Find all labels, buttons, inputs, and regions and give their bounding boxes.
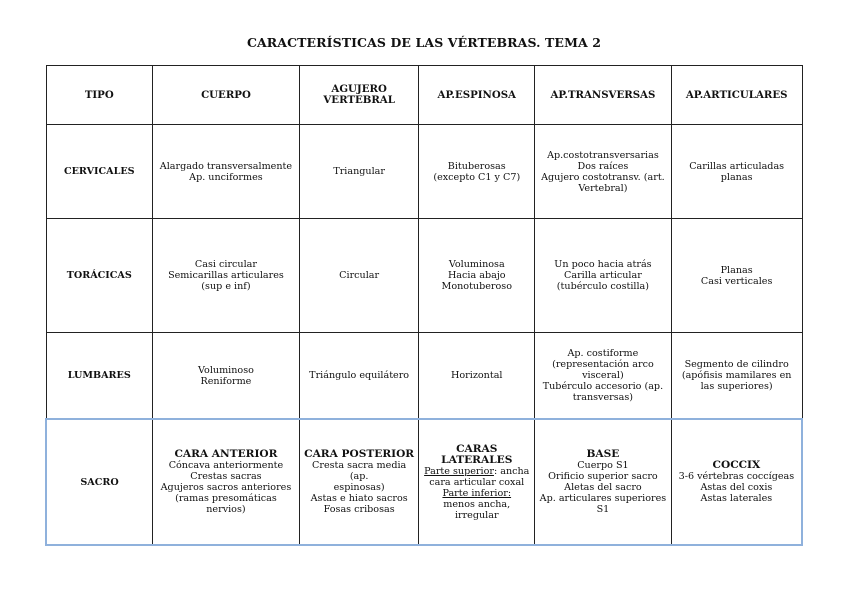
- cell-line: Aletas del sacro: [564, 482, 642, 493]
- cell-articulares: [671, 333, 802, 420]
- cell-line: (ramas presomáticas: [175, 493, 277, 504]
- cell-line: Un poco hacia atrás: [554, 259, 652, 270]
- table-row-cervicales: [46, 125, 802, 219]
- cell-line: Vertebral): [578, 182, 628, 194]
- cell-line: Casi circular: [194, 259, 257, 270]
- cell-line: Alargado transversalmente: [159, 160, 293, 172]
- cell-line: Ap. costiforme: [567, 348, 639, 359]
- cell-line: Triangular: [333, 166, 385, 177]
- cell-line: visceral): [582, 370, 624, 381]
- cell-agujero: [299, 219, 419, 333]
- cell-articulares: [671, 125, 802, 219]
- cell-caras-laterales: [419, 419, 535, 545]
- cell-coccix: [671, 419, 802, 545]
- cell-agujero: [299, 125, 419, 219]
- cell-line: Carilla articular: [564, 270, 642, 281]
- cell-line: Astas e hiato sacros: [310, 493, 408, 504]
- header-ap-espinosa: AP.ESPINOSA: [419, 66, 535, 125]
- cell-line: Horizontal: [451, 370, 503, 381]
- cell-line: espinosas): [333, 482, 385, 493]
- cell-line: Ap. articulares superiores: [539, 493, 667, 504]
- parte-inferior-label: Parte inferior:: [442, 487, 512, 499]
- cell-line: Astas laterales: [700, 493, 773, 504]
- cell-heading: CARAS: [456, 442, 498, 455]
- cell-line: cara articular coxal: [429, 476, 525, 488]
- cell-line: Segmento de cilindro: [684, 359, 789, 370]
- cell-line: Voluminosa: [448, 259, 505, 270]
- cell-transversas: [535, 219, 672, 333]
- cell-line: Cóncava anteriormente: [168, 460, 284, 471]
- cell-line: Monotuberoso: [441, 281, 512, 292]
- cell-agujero: [299, 333, 419, 420]
- header-row: [46, 66, 802, 125]
- cell-cara-posterior: [299, 419, 419, 545]
- cell-line: Crestas sacras: [190, 471, 262, 482]
- cell-line: Orificio superior sacro: [548, 471, 658, 482]
- header-agujero-vertebral: AGUJERO VERTEBRAL: [299, 66, 419, 125]
- cell-line: Reniforme: [200, 375, 252, 387]
- parte-superior-text: : ancha: [493, 465, 530, 477]
- cell-heading: CARA ANTERIOR: [174, 448, 278, 460]
- cell-heading: LATERALES: [441, 453, 513, 466]
- cell-heading: CARA POSTERIOR: [304, 448, 415, 460]
- row-label: TORÁCICAS: [46, 219, 153, 333]
- table-row-toracicas: [46, 219, 802, 333]
- cell-line: (representación arco: [552, 359, 654, 370]
- row-label: CERVICALES: [46, 125, 153, 219]
- header-cuerpo: CUERPO: [153, 66, 300, 125]
- cell-articulares: [671, 219, 802, 333]
- table-row-lumbares: [46, 333, 802, 420]
- parte-superior-label: Parte superior: [424, 465, 494, 477]
- parte-superior-line: [422, 466, 531, 477]
- cell-line: Cuerpo S1: [577, 460, 629, 471]
- header-tipo: TIPO: [46, 66, 153, 125]
- cell-espinosa: [419, 219, 535, 333]
- cell-cuerpo: [153, 333, 300, 420]
- cell-line: Agujeros sacros anteriores: [160, 482, 292, 493]
- cell-base: [535, 419, 672, 545]
- cell-line: Cresta sacra media (ap.: [312, 460, 407, 482]
- cell-line: transversas): [572, 392, 634, 403]
- cell-line: Ap. unciformes: [189, 171, 263, 183]
- cell-line: Tubérculo accesorio (ap.: [542, 381, 664, 392]
- header-ap-articulares: AP.ARTICULARES: [671, 66, 802, 125]
- cell-line: S1: [596, 504, 610, 515]
- table-row-sacro: [46, 419, 802, 545]
- cell-line: (sup e inf): [201, 281, 251, 292]
- cell-line: las superiores): [700, 381, 773, 392]
- cell-cuerpo: [153, 125, 300, 219]
- cell-line: planas: [720, 171, 753, 183]
- cell-line: Hacia abajo: [447, 270, 506, 281]
- cell-line: Dos raíces: [577, 160, 629, 172]
- page-title: CARACTERÍSTICAS DE LAS VÉRTEBRAS. TEMA 2: [246, 35, 602, 50]
- cell-espinosa: [419, 333, 535, 420]
- cell-line: Voluminoso: [198, 364, 254, 376]
- header-ap-transversas: AP.TRANSVERSAS: [535, 66, 672, 125]
- cell-cara-anterior: [153, 419, 300, 545]
- cell-line: 3-6 vértebras coccígeas: [678, 471, 795, 482]
- cell-line: nervios): [206, 504, 246, 515]
- cell-line: (apófisis mamilares en: [681, 370, 792, 381]
- cell-cuerpo: [153, 219, 300, 333]
- cell-line: Ap.costotransversarias: [547, 149, 659, 161]
- cell-line: Bituberosas: [447, 160, 506, 172]
- cell-line: irregular: [454, 509, 499, 521]
- cell-heading: COCCIX: [712, 459, 761, 471]
- cell-transversas: [535, 125, 672, 219]
- cell-line: Circular: [339, 270, 380, 281]
- cell-line: Casi verticales: [700, 275, 773, 287]
- cell-line: menos ancha,: [443, 498, 511, 510]
- cell-line: Semicarillas articulares: [168, 270, 284, 281]
- cell-line: (tubérculo costilla): [556, 281, 650, 292]
- cell-line: Astas del coxis: [700, 482, 773, 493]
- cell-line: (excepto C1 y C7): [433, 171, 521, 183]
- cell-line: Planas: [720, 264, 753, 276]
- cell-line: Fosas cribosas: [323, 504, 395, 515]
- cell-line: Triángulo equilátero: [309, 370, 410, 381]
- cell-transversas: [535, 333, 672, 420]
- cell-line: Agujero costotransv. (art.: [541, 171, 665, 183]
- row-label: LUMBARES: [46, 333, 153, 420]
- cell-espinosa: [419, 125, 535, 219]
- cell-line: Carillas articuladas: [689, 160, 785, 172]
- row-label: SACRO: [46, 419, 153, 545]
- vertebrae-table: [45, 65, 803, 546]
- cell-heading: BASE: [586, 448, 620, 460]
